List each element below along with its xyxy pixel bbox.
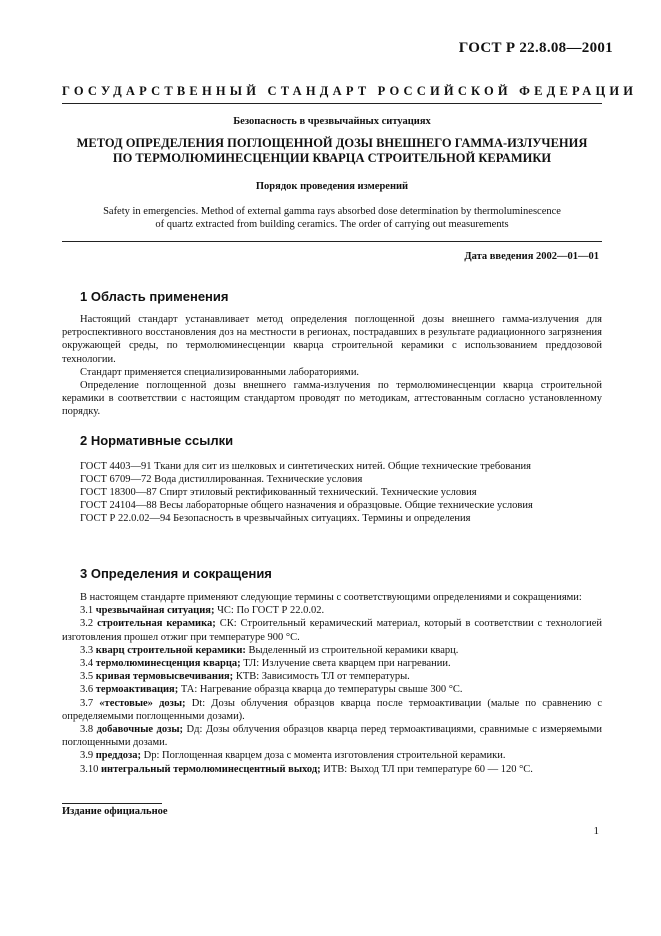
- reference-item: ГОСТ 4403—91 Ткани для сит из шелковых и синтетических нитей. Общие технические требования: [80, 461, 531, 472]
- reference-item: ГОСТ 18300—87 Спирт этиловый ректификованный технический. Технические условия: [80, 487, 477, 498]
- term-item: [62, 749, 602, 762]
- term-definition: Выделенный из строительной керамики кварц.: [248, 644, 459, 656]
- intro-date: Дата введения 2002—01—01: [464, 251, 599, 262]
- reference-item: ГОСТ Р 22.0.02—94 Безопасность в чрезвычайных ситуациях. Термины и определения: [80, 513, 471, 524]
- english-title: [62, 205, 602, 231]
- term-item: [62, 644, 602, 657]
- term-name: кривая термовысвечивания;: [95, 671, 234, 683]
- term-name: строительная керамика;: [97, 618, 216, 630]
- term-item: [62, 763, 602, 776]
- term-definition: СК: Строительный керамический материал, который в соответствии с технологией изготовления прошел отжиг при температуре 900 °С.: [62, 618, 603, 643]
- reference-item: ГОСТ 24104—88 Весы лабораторные общего назначения и образцовые. Общие технические условия: [80, 500, 533, 511]
- english-line-2: of quartz extracted from building ceramics. The order of carrying out measurements: [155, 219, 509, 230]
- term-number: 3.1: [80, 605, 94, 617]
- term-name: добавочные дозы;: [96, 724, 184, 736]
- official-edition-label: Издание официальное: [62, 806, 168, 817]
- term-name: интегральный термолюминесцентный выход;: [101, 763, 321, 775]
- term-number: 3.7: [80, 697, 94, 709]
- title-subtitle: Порядок проведения измерений: [255, 181, 409, 192]
- doc-number: ГОСТ Р 22.8.08—2001: [458, 40, 613, 56]
- section-1-paragraph-2: Стандарт применяется специализированными лабораториями.: [80, 366, 360, 378]
- terms-list: [62, 604, 602, 776]
- section-1-paragraph-3: Определение поглощенной дозы внешнего гамма-излучения по термолюминесценции кварца строительной керамики в соответствии с настоящим стандартом проводят по методикам, аттестованным согласно установленному порядку.: [62, 380, 602, 418]
- title-line-2: ПО ТЕРМОЛЮМИНЕСЦЕНЦИИ КВАРЦА СТРОИТЕЛЬНОЙ КЕРАМИКИ: [112, 151, 552, 165]
- term-definition: Dt: Дозы облучения образцов кварца после термоактивации (малые по сравнению с определяемыми поглощенными дозами).: [62, 697, 602, 722]
- term-definition: Dд: Дозы облучения образцов кварца перед термоактивациями, сравнимые с измеряемыми поглощенными дозами.: [62, 724, 602, 749]
- page-number: 1: [593, 825, 599, 837]
- term-item: [62, 697, 602, 723]
- title-line-1: МЕТОД ОПРЕДЕЛЕНИЯ ПОГЛОЩЕННОЙ ДОЗЫ ВНЕШНЕГО ГАММА-ИЗЛУЧЕНИЯ: [76, 136, 588, 150]
- section-3-heading: 3 Определения и сокращения: [80, 566, 272, 581]
- term-number: 3.6: [80, 684, 94, 696]
- term-name: «тестовые» дозы;: [99, 697, 186, 709]
- subtitle: Безопасность в чрезвычайных ситуациях: [233, 116, 431, 127]
- term-number: 3.5: [80, 671, 94, 683]
- main-title: [62, 136, 602, 166]
- term-item: [62, 670, 602, 683]
- section-3-intro: В настоящем стандарте применяют следующие термины с соответствующими определениями и сокращениями:: [80, 592, 582, 603]
- term-number: 3.3: [80, 644, 94, 656]
- section-3: [62, 566, 602, 776]
- reference-item: ГОСТ 6709—72 Вода дистиллированная. Технические условия: [80, 474, 363, 485]
- term-definition: ТЛ: Излучение света кварцем при нагревании.: [243, 658, 451, 670]
- term-definition: ЧС: По ГОСТ Р 22.0.02.: [217, 605, 325, 617]
- section-1: [62, 289, 602, 419]
- term-name: термоактивация;: [95, 684, 179, 696]
- footer-divider: [62, 803, 162, 804]
- term-definition: ИТВ: Выход ТЛ при температуре 60 — 120 °С.: [323, 763, 533, 775]
- term-item: [62, 723, 602, 749]
- section-2-heading: 2 Нормативные ссылки: [80, 433, 234, 448]
- term-item: [62, 683, 602, 696]
- term-definition: Dp: Поглощенная кварцем доза с момента изготовления строительной керамики.: [143, 750, 506, 762]
- term-name: термолюминесценция кварца;: [95, 658, 241, 670]
- term-item: [62, 604, 602, 617]
- english-line-1: Safety in emergencies. Method of external gamma rays absorbed dose determination by thermoluminescence: [103, 206, 561, 217]
- term-name: кварц строительной керамики:: [95, 644, 246, 656]
- term-name: чрезвычайная ситуация;: [95, 605, 215, 617]
- term-definition: КТВ: Зависимость ТЛ от температуры.: [235, 671, 410, 683]
- top-divider: [62, 103, 602, 104]
- term-number: 3.8: [80, 724, 94, 736]
- middle-divider: [62, 241, 602, 242]
- term-number: 3.10: [80, 763, 99, 775]
- term-number: 3.9: [80, 750, 94, 762]
- section-1-heading: 1 Область применения: [80, 289, 229, 304]
- term-item: [62, 617, 602, 643]
- term-name: преддоза;: [95, 750, 142, 762]
- term-item: [62, 657, 602, 670]
- term-number: 3.2: [80, 618, 94, 630]
- state-standard-heading: ГОСУДАРСТВЕННЫЙ СТАНДАРТ РОССИЙСКОЙ ФЕДЕРАЦИИ: [62, 84, 638, 98]
- section-1-paragraph-1: Настоящий стандарт устанавливает метод определения поглощенной дозы внешнего гамма-излучения для ретроспективного восстановления доз на местности в регионах, пострадавших в результате радиационного загрязнения окружающей среды, по термолюминесценции кварца строительной керамики с использованием преддозовой технологии.: [62, 314, 602, 365]
- section-2: [62, 433, 602, 525]
- term-number: 3.4: [80, 658, 94, 670]
- term-definition: ТА: Нагревание образца кварца до температуры свыше 300 °С.: [180, 684, 463, 696]
